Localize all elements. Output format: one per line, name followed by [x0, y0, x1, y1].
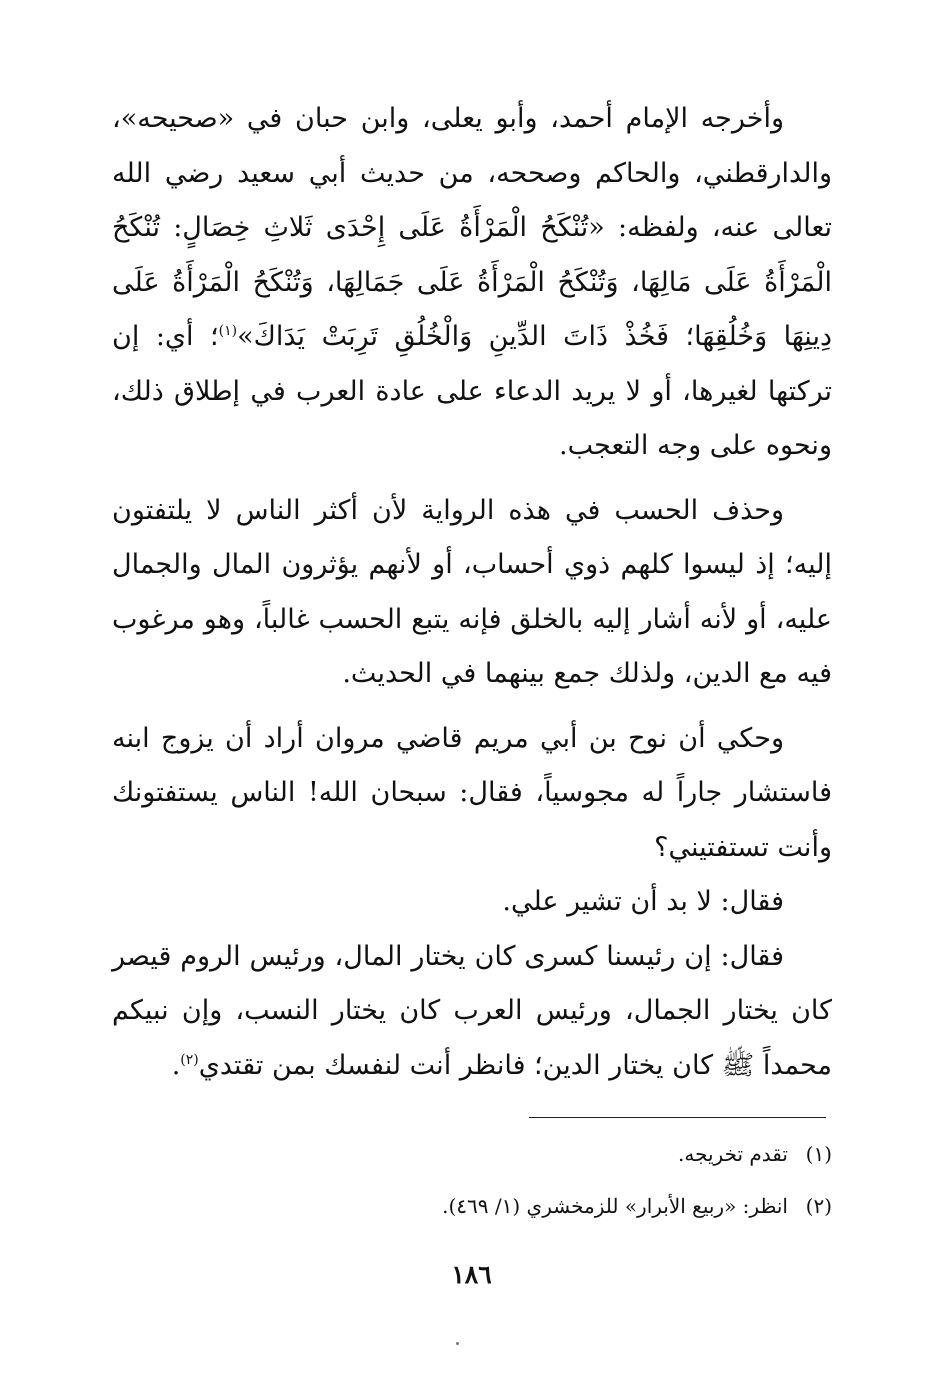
footnote-number: (١) — [805, 1142, 832, 1166]
paragraph-text-tail: . — [171, 1049, 181, 1081]
paragraph-text: وأخرجه الإمام أحمد، وأبو يعلى، وابن حبان في «صحيحه»، والدارقطني، والحاكم وصححه، من حديث أبي سعيد رضي الله تعالى عنه، ولفظه: «تُنْكَحُ الْمَرْأَةُ عَلَى إِحْدَى ثَلاثِ خِصَالٍ: تُنْكَحُ الْمَرْأَةُ عَلَى مَالِهَا، وَتُنْكَحُ الْمَرْأَةُ عَلَى جَمَالِهَا، وَتُنْكَحُ الْمَرْأَةُ عَلَى دِينِهَا وَخُلُقِهَا؛ فَخُذْ ذَاتَ الدِّينِ وَالْخُلُقِ تَرِبَتْ يَدَاكَ» — [112, 103, 832, 352]
scan-dot — [456, 1342, 459, 1345]
footnote-text: انظر: «ربيع الأبرار» للزمخشري (١/ ٤٦٩). — [442, 1194, 788, 1218]
footnote-item — [112, 1190, 832, 1222]
paragraph-text: وحكي أن نوح بن أبي مريم قاضي مروان أراد أن يزوج ابنه فاستشار جاراً له مجوسياً، فقال: سبحان الله! الناس يستفتونك وأنت تستفتيني؟ — [112, 722, 832, 863]
paragraph-reply — [112, 875, 832, 930]
paragraph-text: وحذف الحسب في هذه الرواية لأن أكثر الناس لا يلتفتون إليه؛ إذ ليسوا كلهم ذوي أحساب، أو لأنهم يؤثرون المال والجمال عليه، أو لأنه أشار إليه بالخلق فإنه يتبع الحسب غالباً، وهو مرغوب فيه مع الدين، ولذلك جمع بينهما في الحديث. — [112, 494, 832, 689]
paragraph-hasab — [112, 484, 832, 702]
paragraph-text-tail: ؛ أي: إن تركتها لغيرها، أو لا يريد الدعاء على عادة العرب في إطلاق ذلك، ونحوه على وجه التعجب. — [112, 321, 832, 461]
footnote-number: (٢) — [805, 1194, 832, 1218]
paragraph-answer — [112, 930, 832, 1094]
footnote-ref-1: (١) — [218, 323, 238, 339]
footnote-ref-2: (٢) — [180, 1051, 199, 1068]
footnotes — [112, 1138, 832, 1242]
footnote-separator — [529, 1117, 826, 1118]
paragraph-text: فقال: إن رئيسنا كسرى كان يختار المال، ورئيس الروم قيصر كان يختار الجمال، ورئيس العرب كان يختار النسب، وإن نبيكم محمداً ﷺ كان يختار الدين؛ فانظر أنت لنفسك بمن تقتدي — [112, 940, 832, 1081]
paragraph-hadith — [112, 92, 832, 474]
main-text — [112, 92, 832, 1103]
paragraph-story — [112, 712, 832, 876]
paragraph-text: فقال: لا بد أن تشير علي. — [502, 886, 784, 917]
page-number: ١٨٦ — [451, 1260, 492, 1289]
footnote-item — [112, 1138, 832, 1170]
footnote-text: تقدم تخريجه. — [678, 1142, 788, 1166]
